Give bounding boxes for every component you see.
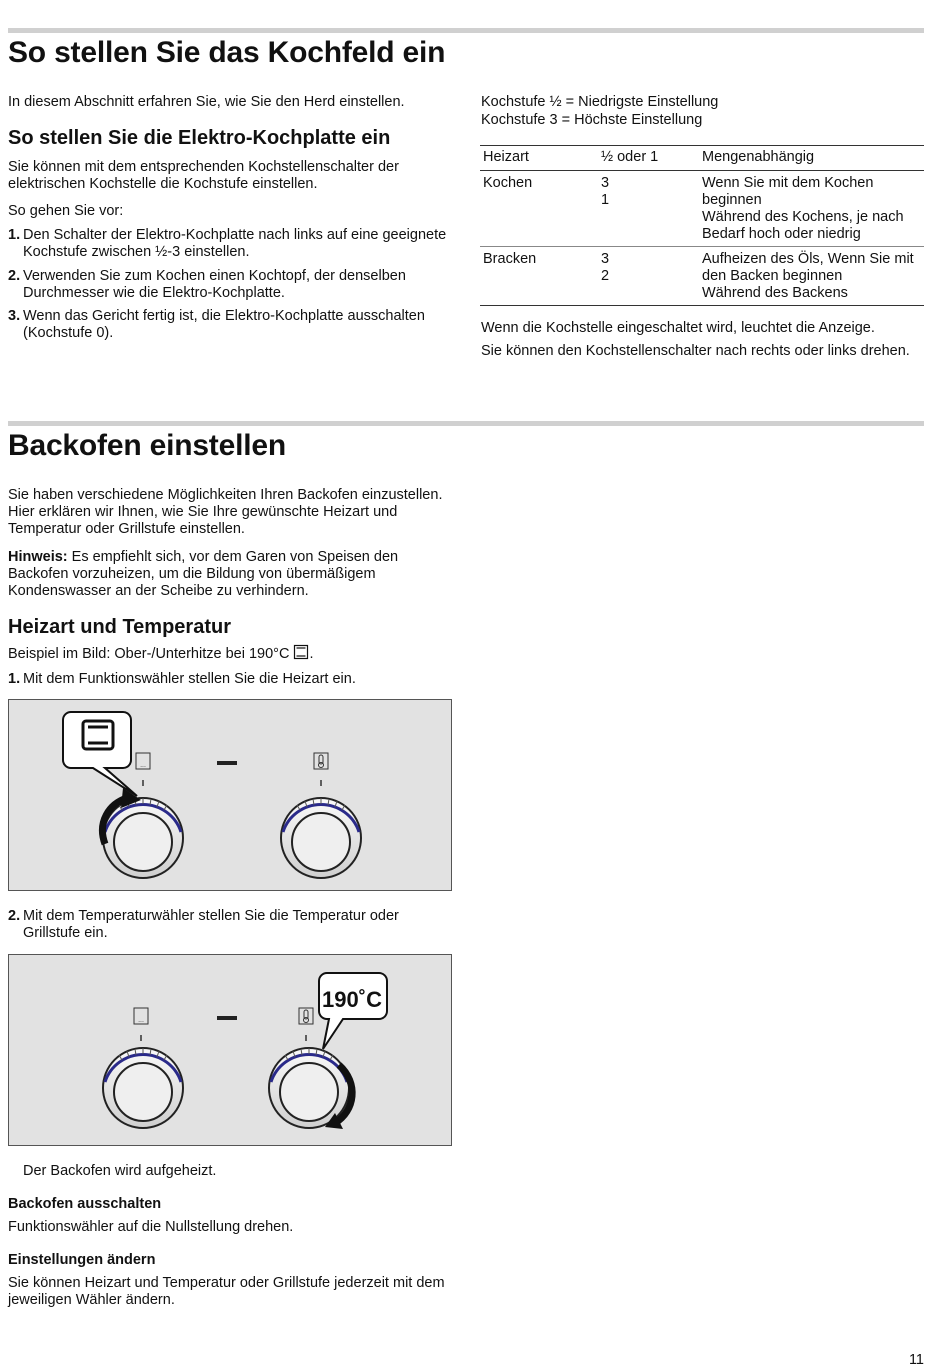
backofen-ausschalten-text: Funktionswähler auf die Nullstellung drehen.: [8, 1219, 294, 1235]
page-title: So stellen Sie das Kochfeld ein: [8, 36, 446, 69]
table-row: [480, 171, 924, 247]
figure-temperature-selector: [8, 954, 452, 1146]
subtitle-elektro-kochplatte: So stellen Sie die Elektro-Kochplatte ein: [8, 127, 391, 149]
backofen-ausschalten-heading: Backofen ausschalten: [8, 1196, 162, 1212]
figure-function-selector: [8, 699, 452, 891]
table-cell-heizart: Kochen: [480, 171, 598, 247]
step-text: Mit dem Temperaturwähler stellen Sie die Temperatur oder Grillstufe ein.: [23, 908, 399, 941]
step-text: Den Schalter der Elektro-Kochplatte nach links auf eine geeignete Kochstufe zwischen ½-3 einstellen.: [23, 227, 447, 260]
einstellungen-aendern-heading: Einstellungen ändern: [8, 1252, 156, 1268]
thermometer-icon: [299, 1008, 313, 1041]
backofen-title: Backofen einstellen: [8, 429, 286, 462]
example-label: Beispiel im Bild: Ober-/Unterhitze bei 190°C: [8, 646, 290, 662]
table-row: [480, 247, 924, 306]
step-number: 1.: [8, 671, 21, 687]
step-text: Mit dem Funktionswähler stellen Sie die Heizart ein.: [23, 671, 356, 687]
step-text: Verwenden Sie zum Kochen einen Kochtopf, der denselben Durchmesser wie die Elektro-Kochplatte.: [23, 268, 406, 301]
kochstufe-high: Kochstufe 3 = Höchste Einstellung: [481, 112, 703, 128]
svg-text:...: ...: [138, 1017, 144, 1024]
temperature-selector-illustration: [9, 955, 451, 1145]
result-text: Der Backofen wird aufgeheizt.: [23, 1163, 217, 1179]
thermometer-icon: [314, 753, 328, 786]
function-selector-knob[interactable]: [103, 798, 183, 878]
steps-intro: So gehen Sie vor:: [8, 203, 124, 219]
intro-text: In diesem Abschnitt erfahren Sie, wie Sie den Herd einstellen.: [8, 94, 405, 110]
temperature-selector-knob[interactable]: [269, 1048, 349, 1128]
temperature-callout-text: 190˚C: [322, 987, 382, 1012]
page-number: 11: [908, 1352, 924, 1368]
table-header: Heizart: [480, 146, 598, 171]
table-header: ½ oder 1: [598, 146, 699, 171]
step-number: 1.: [8, 227, 21, 243]
step-number: 2.: [8, 908, 21, 924]
step-number: 3.: [8, 308, 21, 324]
section-rule-top: [8, 28, 924, 33]
table-cell-heizart: Bracken: [480, 247, 598, 306]
separator-dash: [217, 1016, 237, 1020]
mode-indicator-icon: [134, 1008, 148, 1041]
oven-step-1: [8, 671, 448, 688]
step-number: 2.: [8, 268, 21, 284]
table-cell-desc: Wenn Sie mit dem Kochen beginnen Während des Kochens, je nach Bedarf hoch oder niedrig: [699, 171, 924, 247]
step-3: [8, 308, 448, 342]
mode-indicator-icon: [136, 753, 150, 786]
einstellungen-aendern-text: Sie können Heizart und Temperatur oder Grillstufe jederzeit mit dem jeweiligen Wähler ändern.: [8, 1275, 445, 1308]
table-header-row: [480, 146, 924, 171]
temperature-selector-knob[interactable]: [281, 798, 361, 878]
example-text: Beispiel im Bild: Ober-/Unterhitze bei 190°C .: [8, 646, 314, 662]
separator-dash: [217, 761, 237, 765]
table-cell-stufe: 3 1: [598, 171, 699, 247]
table-cell-desc: Aufheizen des Öls, Wenn Sie mit den Backen beginnen Während des Backens: [699, 247, 924, 306]
backofen-intro: Sie haben verschiedene Möglichkeiten Ihren Backofen einzustellen. Hier erklären wir Ihnen, wie Sie Ihre gewünschte Heizart und Temperatur oder Grillstufe einstellen.: [8, 487, 443, 537]
step-text: Wenn das Gericht fertig ist, die Elektro-Kochplatte ausschalten (Kochstufe 0).: [23, 308, 425, 341]
table-header: Mengenabhängig: [699, 146, 924, 171]
heat-mode-callout: [63, 712, 137, 796]
section-rule-backofen: [8, 421, 924, 426]
kochplatte-paragraph: Sie können mit dem entsprechenden Kochstellenschalter der elektrischen Kochstelle die Kochstufe einstellen.: [8, 159, 399, 192]
function-selector-knob[interactable]: [103, 1048, 183, 1128]
kochstufe-low: Kochstufe ½ = Niedrigste Einstellung: [481, 94, 719, 110]
after-table-text-1: Wenn die Kochstelle eingeschaltet wird, leuchtet die Anzeige.: [481, 320, 875, 336]
hint-paragraph: [8, 549, 453, 600]
function-selector-illustration: [9, 700, 451, 890]
table-cell-stufe: 3 2: [598, 247, 699, 306]
svg-text:...: ...: [140, 762, 146, 769]
heizart-table: [480, 145, 924, 306]
hint-label: Hinweis:: [8, 549, 68, 565]
after-table-text-2: Sie können den Kochstellenschalter nach rechts oder links drehen.: [481, 343, 910, 359]
hint-text: Es empfiehlt sich, vor dem Garen von Speisen den Backofen vorzuheizen, um die Bildung von übermäßigem Kondenswasser an der Scheibe zu verhindern.: [8, 549, 399, 599]
step-2: [8, 268, 448, 302]
step-1: [8, 227, 448, 261]
subtitle-heizart-temperatur: Heizart und Temperatur: [8, 616, 231, 638]
top-bottom-heat-icon: [293, 644, 309, 660]
temperature-callout: [319, 973, 387, 1049]
oven-step-2: [8, 908, 448, 942]
